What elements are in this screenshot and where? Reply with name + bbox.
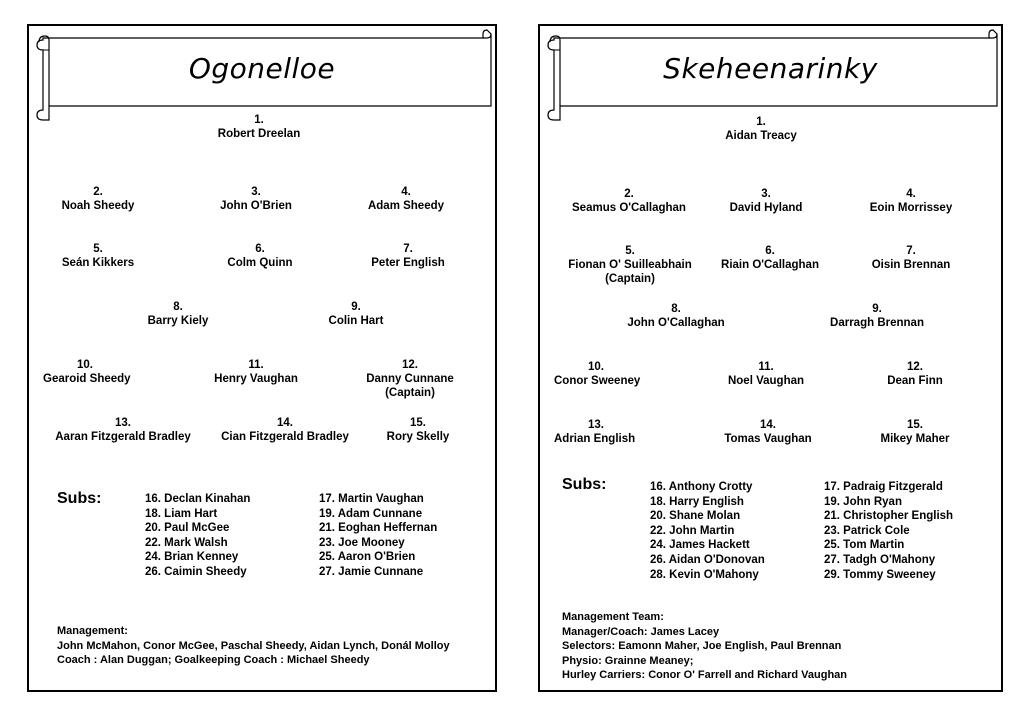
player-slot xyxy=(696,115,826,143)
sub-player: 25. Aaron O'Brien xyxy=(319,551,416,564)
player-name: Aidan Treacy xyxy=(725,130,797,142)
sub-player: 27. Jamie Cunnane xyxy=(319,565,424,578)
subs-list-right xyxy=(319,492,437,580)
sub-player: 26. Caimin Sheedy xyxy=(145,565,247,578)
player-number: 1. xyxy=(254,114,264,126)
player-slot xyxy=(43,416,203,444)
player-slot xyxy=(706,360,826,388)
player-number: 6. xyxy=(255,243,265,255)
player-slot xyxy=(123,300,233,328)
management-line: John McMahon, Conor McGee, Paschal Sheedy, Aidan Lynch, Donál Molloy xyxy=(57,639,450,652)
management-line: Selectors: Eamonn Maher, Joe English, Paul Brennan xyxy=(562,640,842,652)
sub-player: 29. Tommy Sweeney xyxy=(824,568,936,581)
player-number: 7. xyxy=(403,243,413,255)
player-slot xyxy=(812,302,942,330)
player-name: Mikey Maher xyxy=(880,433,950,445)
sub-player: 18. Harry English xyxy=(650,495,744,508)
player-number: 2. xyxy=(624,188,634,200)
player-name: Peter English xyxy=(371,257,445,269)
sub-player: 22. Mark Walsh xyxy=(145,536,228,549)
player-number: 3. xyxy=(251,186,261,198)
player-slot xyxy=(554,360,664,388)
sub-player: 26. Aidan O'Donovan xyxy=(650,553,765,566)
player-name: Adrian English xyxy=(554,433,636,445)
player-slot xyxy=(554,244,706,286)
player-slot xyxy=(201,358,311,386)
subs-label: Subs: xyxy=(57,490,102,507)
player-name: Darragh Brennan xyxy=(830,317,924,329)
player-name: Dean Finn xyxy=(887,375,943,387)
player-slot xyxy=(351,185,461,213)
management-line: Coach : Alan Duggan; Goalkeeping Coach : Michael Sheedy xyxy=(57,654,370,666)
sub-player: 25. Tom Martin xyxy=(824,539,905,552)
sub-player: 28. Kevin O'Mahony xyxy=(650,568,759,581)
player-number: 15. xyxy=(907,419,923,431)
team-sheet-skeheenarinky xyxy=(538,24,1003,692)
player-number: 14. xyxy=(760,419,776,431)
captain-note: (Captain) xyxy=(385,387,435,399)
sub-player: 19. John Ryan xyxy=(824,495,902,508)
sub-player: 16. Anthony Crotty xyxy=(650,481,753,493)
player-slot xyxy=(554,418,664,446)
player-name: Fionan O' Suilleabhain xyxy=(568,259,692,271)
player-slot xyxy=(706,418,830,446)
player-slot xyxy=(856,187,966,215)
player-slot xyxy=(606,302,746,330)
player-name: John O'Brien xyxy=(220,200,292,212)
player-name: Aaran Fitzgerald Bradley xyxy=(55,431,191,443)
sub-player: 24. Brian Kenney xyxy=(145,551,239,564)
sub-player: 23. Patrick Cole xyxy=(824,524,910,537)
sub-player: 23. Joe Mooney xyxy=(319,536,405,549)
sub-player: 19. Adam Cunnane xyxy=(319,507,423,520)
captain-note: (Captain) xyxy=(605,273,655,285)
player-number: 13. xyxy=(115,417,131,429)
player-number: 2. xyxy=(93,186,103,198)
player-slot xyxy=(856,244,966,272)
scroll-banner xyxy=(540,26,1001,126)
player-number: 11. xyxy=(758,361,774,373)
subs-label: Subs: xyxy=(562,476,607,493)
player-name: Adam Sheedy xyxy=(367,200,445,212)
team-sheet-ogonelloe xyxy=(27,24,497,692)
player-slot xyxy=(349,358,471,400)
team-title: Skeheenarinky xyxy=(663,52,878,85)
sub-player: 16. Declan Kinahan xyxy=(145,493,251,505)
player-number: 9. xyxy=(872,303,882,315)
player-slot xyxy=(708,244,832,272)
player-slot xyxy=(189,113,329,141)
sub-player: 18. Liam Hart xyxy=(145,507,218,520)
player-number: 3. xyxy=(761,188,771,200)
player-name: Riain O'Callaghan xyxy=(721,259,819,271)
management-info xyxy=(562,610,982,683)
player-name: Barry Kiely xyxy=(147,315,209,327)
subs-list-right xyxy=(824,480,953,582)
management-line: Physio: Grainne Meaney; xyxy=(562,654,694,667)
player-slot xyxy=(301,300,411,328)
sub-player: 21. Eoghan Heffernan xyxy=(319,522,438,535)
subs-list-left xyxy=(650,480,765,582)
player-number: 4. xyxy=(401,186,411,198)
player-number: 11. xyxy=(248,359,264,371)
player-slot xyxy=(43,242,153,270)
player-number: 4. xyxy=(906,188,916,200)
player-name: Henry Vaughan xyxy=(214,373,298,385)
player-name: John O'Callaghan xyxy=(627,317,725,329)
player-slot xyxy=(205,416,365,444)
player-slot xyxy=(353,242,463,270)
player-slot xyxy=(43,185,153,213)
player-name: Danny Cunnane xyxy=(366,373,454,385)
player-name: Cian Fitzgerald Bradley xyxy=(221,431,349,443)
player-number: 7. xyxy=(906,245,916,257)
player-number: 14. xyxy=(277,417,293,429)
player-name: Robert Dreelan xyxy=(217,128,301,140)
player-number: 12. xyxy=(402,359,418,371)
player-slot xyxy=(706,187,826,215)
player-number: 15. xyxy=(410,417,426,429)
team-title: Ogonelloe xyxy=(188,52,336,85)
sub-player: 20. Shane Molan xyxy=(650,510,741,523)
player-name: Noel Vaughan xyxy=(727,375,805,387)
scroll-banner xyxy=(29,26,495,126)
management-line: Hurley Carriers: Conor O' Farrell and Richard Vaughan xyxy=(562,669,848,681)
sub-player: 17. Padraig Fitzgerald xyxy=(824,481,943,493)
player-number: 6. xyxy=(765,245,775,257)
player-number: 5. xyxy=(625,245,635,257)
player-name: David Hyland xyxy=(729,202,803,214)
player-number: 10. xyxy=(588,361,604,373)
management-line: Management: xyxy=(57,625,128,637)
player-number: 5. xyxy=(93,243,103,255)
sub-player: 20. Paul McGee xyxy=(145,522,230,535)
player-name: Gearoid Sheedy xyxy=(43,373,131,385)
player-name: Colm Quinn xyxy=(227,257,293,269)
player-name: Colin Hart xyxy=(328,315,384,327)
player-name: Seán Kikkers xyxy=(61,257,135,269)
management-line: Manager/Coach: James Lacey xyxy=(562,625,720,638)
player-name: Seamus O'Callaghan xyxy=(572,202,686,214)
sub-player: 27. Tadgh O'Mahony xyxy=(824,553,936,566)
sub-player: 22. John Martin xyxy=(650,524,735,537)
subs-list-left xyxy=(145,492,250,580)
management-line: Management Team: xyxy=(562,611,664,623)
management-info xyxy=(57,624,467,668)
player-slot xyxy=(554,187,704,215)
player-number: 12. xyxy=(907,361,923,373)
player-slot xyxy=(205,242,315,270)
player-number: 1. xyxy=(756,116,766,128)
player-name: Conor Sweeney xyxy=(554,375,641,387)
player-number: 9. xyxy=(351,301,361,313)
player-name: Oisin Brennan xyxy=(871,259,951,271)
player-number: 13. xyxy=(588,419,604,431)
player-number: 8. xyxy=(671,303,681,315)
sub-player: 21. Christopher English xyxy=(824,510,954,523)
player-name: Eoin Morrissey xyxy=(869,202,953,214)
player-number: 10. xyxy=(77,359,93,371)
player-slot xyxy=(860,418,970,446)
player-name: Noah Sheedy xyxy=(61,200,135,212)
player-name: Rory Skelly xyxy=(386,431,450,443)
sub-player: 17. Martin Vaughan xyxy=(319,493,424,505)
player-slot xyxy=(363,416,473,444)
player-slot xyxy=(201,185,311,213)
player-slot xyxy=(860,360,970,388)
sub-player: 24. James Hackett xyxy=(650,539,750,552)
player-number: 8. xyxy=(173,301,183,313)
player-name: Tomas Vaughan xyxy=(724,433,812,445)
player-slot xyxy=(43,358,171,386)
